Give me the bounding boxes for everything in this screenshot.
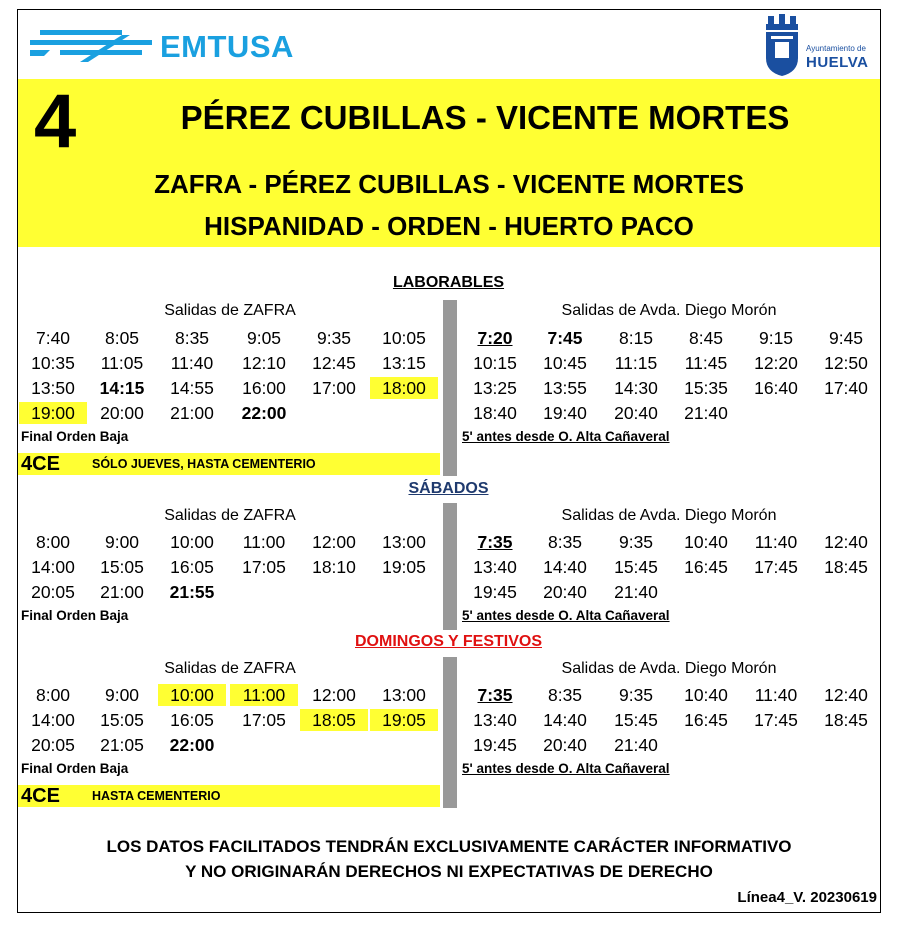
left-note: Final Orden Baja [21, 608, 129, 623]
right-departure-time: 10:15 [473, 353, 517, 373]
right-departure-time: 8:35 [547, 685, 583, 705]
right-departure-time: 21:40 [614, 735, 658, 755]
right-departure-time: 7:20 [477, 328, 513, 348]
right-departure-time: 14:40 [543, 710, 587, 730]
right-departure-time: 10:40 [684, 685, 728, 705]
section-title: DOMINGOS Y FESTIVOS [355, 633, 542, 650]
cementerio-band [18, 785, 440, 807]
disclaimer-line-1: LOS DATOS FACILITADOS TENDRÁN EXCLUSIVAMENTE CARÁCTER INFORMATIVO [106, 837, 792, 856]
right-note: 5' antes desde O. Alta Cañaveral [462, 429, 670, 444]
left-departure-time: 20:00 [100, 403, 144, 423]
left-departure-time: 14:55 [170, 378, 214, 398]
right-departure-time: 7:45 [547, 328, 583, 348]
left-departure-time: 14:15 [99, 378, 145, 398]
route-stops-line-1: ZAFRA - PÉREZ CUBILLAS - VICENTE MORTES [154, 169, 744, 199]
right-departure-time: 12:20 [754, 353, 798, 373]
right-departure-time: 19:40 [543, 403, 587, 423]
left-departure-time: 9:00 [104, 685, 140, 705]
right-departure-time: 9:35 [618, 532, 654, 552]
right-departure-time: 14:30 [614, 378, 658, 398]
right-departure-time: 13:40 [473, 710, 517, 730]
column-divider [443, 657, 457, 808]
left-departure-time: 8:00 [35, 532, 71, 552]
right-departure-time: 21:40 [614, 582, 658, 602]
left-departure-time: 15:05 [100, 710, 144, 730]
left-departure-time: 11:05 [100, 353, 144, 373]
left-departure-time: 15:05 [100, 557, 144, 577]
right-departure-time: 8:15 [618, 328, 654, 348]
right-departure-time: 9:35 [618, 685, 654, 705]
right-departure-time: 11:45 [684, 353, 728, 373]
left-note: Final Orden Baja [21, 429, 129, 444]
left-group-header: Salidas de ZAFRA [164, 507, 296, 524]
left-departure-time: 16:05 [170, 557, 214, 577]
left-note: Final Orden Baja [21, 761, 129, 776]
left-departure-time: 21:00 [100, 582, 144, 602]
section-title: SÁBADOS [408, 480, 489, 497]
emtusa-logo-icon [30, 22, 160, 68]
right-departure-time: 17:40 [824, 378, 868, 398]
right-departure-time: 12:40 [824, 532, 868, 552]
right-departure-time: 9:15 [758, 328, 794, 348]
right-departure-time: 13:40 [473, 557, 517, 577]
cementerio-text: SÓLO JUEVES, HASTA CEMENTERIO [92, 457, 316, 471]
version-label: Línea4_V. 20230619 [737, 889, 877, 906]
cementerio-code: 4CE [21, 453, 60, 475]
right-note: 5' antes desde O. Alta Cañaveral [462, 608, 670, 623]
right-departure-time: 21:40 [684, 403, 728, 423]
right-departure-time: 15:35 [684, 378, 728, 398]
right-departure-time: 12:50 [824, 353, 868, 373]
left-departure-time: 8:05 [104, 328, 140, 348]
left-departure-time: 17:05 [242, 710, 286, 730]
right-departure-time: 17:45 [754, 710, 798, 730]
left-departure-time: 22:00 [169, 735, 215, 755]
left-departure-time: 13:00 [382, 685, 426, 705]
disclaimer-line-2: Y NO ORIGINARÁN DERECHOS NI EXPECTATIVAS DE DERECHO [185, 862, 713, 881]
left-departure-time: 12:00 [312, 685, 356, 705]
left-departure-time: 8:00 [35, 685, 71, 705]
left-departure-time: 8:35 [174, 328, 210, 348]
left-departure-time: 12:10 [242, 353, 286, 373]
left-departure-time: 10:00 [170, 532, 214, 552]
left-departure-time: 11:00 [230, 684, 298, 706]
right-departure-time: 17:45 [754, 557, 798, 577]
left-departure-time: 16:00 [242, 378, 286, 398]
right-departure-time: 16:40 [754, 378, 798, 398]
right-departure-time: 20:40 [543, 582, 587, 602]
left-group-header: Salidas de ZAFRA [164, 660, 296, 677]
right-departure-time: 11:15 [614, 353, 658, 373]
right-departure-time: 19:45 [473, 582, 517, 602]
right-departure-time: 18:45 [824, 710, 868, 730]
left-departure-time: 17:00 [312, 378, 356, 398]
left-departure-time: 13:15 [382, 353, 426, 373]
right-departure-time: 8:45 [688, 328, 724, 348]
left-departure-time: 12:00 [312, 532, 356, 552]
column-divider [443, 503, 457, 630]
right-departure-time: 13:25 [473, 378, 517, 398]
right-departure-time: 7:35 [477, 532, 513, 552]
left-departure-time: 19:00 [19, 402, 87, 424]
column-divider [443, 300, 457, 476]
right-group-header: Salidas de Avda. Diego Morón [561, 507, 777, 524]
right-departure-time: 10:45 [543, 353, 587, 373]
left-departure-time: 11:00 [242, 532, 286, 552]
left-departure-time: 13:00 [382, 532, 426, 552]
right-departure-time: 18:45 [824, 557, 868, 577]
right-departure-time: 11:40 [754, 532, 798, 552]
right-note: 5' antes desde O. Alta Cañaveral [462, 761, 670, 776]
coat-of-arms-icon [762, 14, 802, 76]
left-departure-time: 9:00 [104, 532, 140, 552]
right-departure-time: 13:55 [543, 378, 587, 398]
right-departure-time: 18:40 [473, 403, 517, 423]
left-departure-time: 11:40 [170, 353, 214, 373]
right-departure-time: 10:40 [684, 532, 728, 552]
section-title: LABORABLES [392, 274, 505, 291]
cementerio-code: 4CE [21, 785, 60, 807]
left-departure-time: 20:05 [31, 735, 75, 755]
right-departure-time: 7:35 [477, 685, 513, 705]
left-departure-time: 14:00 [31, 710, 75, 730]
left-group-header: Salidas de ZAFRA [164, 302, 296, 319]
left-departure-time: 12:45 [312, 353, 356, 373]
left-departure-time: 21:55 [169, 582, 215, 602]
right-departure-time: 11:40 [754, 685, 798, 705]
route-stops-line-2: HISPANIDAD - ORDEN - HUERTO PACO [204, 211, 694, 241]
left-departure-time: 19:05 [382, 557, 426, 577]
right-departure-time: 16:45 [684, 710, 728, 730]
left-departure-time: 17:05 [242, 557, 286, 577]
emtusa-logo-text: EMTUSA [160, 29, 294, 64]
left-departure-time: 22:00 [241, 403, 287, 423]
huelva-logo [760, 14, 880, 78]
left-departure-time: 10:00 [158, 684, 226, 706]
right-departure-time: 9:45 [828, 328, 864, 348]
route-title: PÉREZ CUBILLAS - VICENTE MORTES [180, 99, 790, 136]
left-departure-time: 10:35 [31, 353, 75, 373]
right-departure-time: 20:40 [543, 735, 587, 755]
left-departure-time: 18:05 [300, 709, 368, 731]
right-departure-time: 16:45 [684, 557, 728, 577]
left-departure-time: 14:00 [31, 557, 75, 577]
right-departure-time: 20:40 [614, 403, 658, 423]
right-group-header: Salidas de Avda. Diego Morón [561, 660, 777, 677]
left-departure-time: 20:05 [31, 582, 75, 602]
right-departure-time: 14:40 [543, 557, 587, 577]
route-number: 4 [34, 79, 77, 164]
city-logo-line1: Ayuntamiento de [806, 44, 866, 53]
left-departure-time: 7:40 [35, 328, 71, 348]
right-departure-time: 8:35 [547, 532, 583, 552]
right-group-header: Salidas de Avda. Diego Morón [561, 302, 777, 319]
left-departure-time: 10:05 [382, 328, 426, 348]
left-departure-time: 9:35 [316, 328, 352, 348]
left-departure-time: 21:00 [170, 403, 214, 423]
left-departure-time: 21:05 [100, 735, 144, 755]
left-departure-time: 18:00 [370, 377, 438, 399]
right-departure-time: 15:45 [614, 710, 658, 730]
right-departure-time: 15:45 [614, 557, 658, 577]
cementerio-text: HASTA CEMENTERIO [92, 789, 221, 803]
right-departure-time: 19:45 [473, 735, 517, 755]
left-departure-time: 16:05 [170, 710, 214, 730]
left-departure-time: 9:05 [246, 328, 282, 348]
left-departure-time: 18:10 [312, 557, 356, 577]
right-departure-time: 12:40 [824, 685, 868, 705]
city-logo-line2: HUELVA [806, 54, 869, 71]
left-departure-time: 19:05 [370, 709, 438, 731]
left-departure-time: 13:50 [31, 378, 75, 398]
